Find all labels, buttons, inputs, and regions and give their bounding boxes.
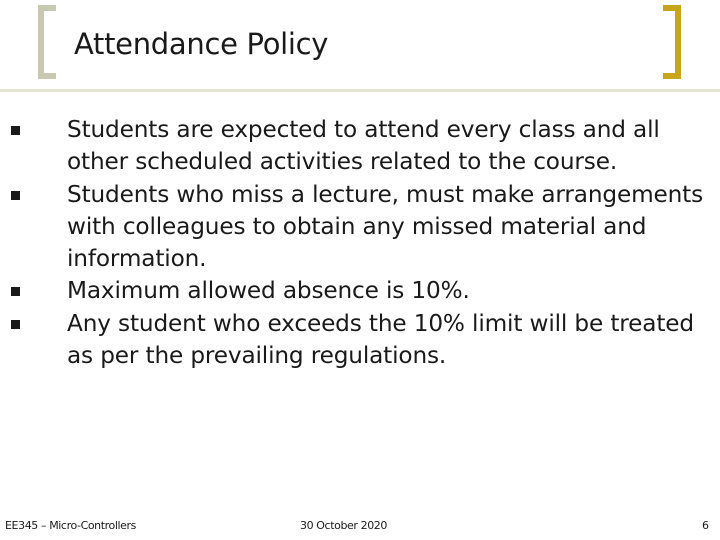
bullet-list <box>0 114 720 372</box>
square-bullet-icon <box>11 287 20 296</box>
title-divider <box>0 89 720 92</box>
footer-course: EE345 – Micro-Controllers <box>5 519 137 532</box>
page-number: 6 <box>702 519 709 532</box>
bullet-text: Any student who exceeds the 10% limit will be treated as per the prevailing regulations. <box>67 309 694 370</box>
square-bullet-icon <box>11 191 20 200</box>
slide-title: Attendance Policy <box>74 27 329 61</box>
bullet-text: Students who miss a lecture, must make arrangements with colleagues to obtain any missed material and information. <box>67 180 704 273</box>
bullet-item <box>0 308 707 373</box>
bullet-item <box>0 179 707 276</box>
title-bracket-left <box>38 5 56 79</box>
square-bullet-icon <box>11 320 20 329</box>
bullet-item <box>0 275 707 307</box>
square-bullet-icon <box>11 126 20 135</box>
title-bracket-right <box>663 5 681 79</box>
bullet-text: Students are expected to attend every class and all other scheduled activities related to the course. <box>67 116 660 176</box>
bullet-item <box>0 114 707 179</box>
footer-date: 30 October 2020 <box>300 519 388 532</box>
bullet-text: Maximum allowed absence is 10%. <box>67 277 470 305</box>
